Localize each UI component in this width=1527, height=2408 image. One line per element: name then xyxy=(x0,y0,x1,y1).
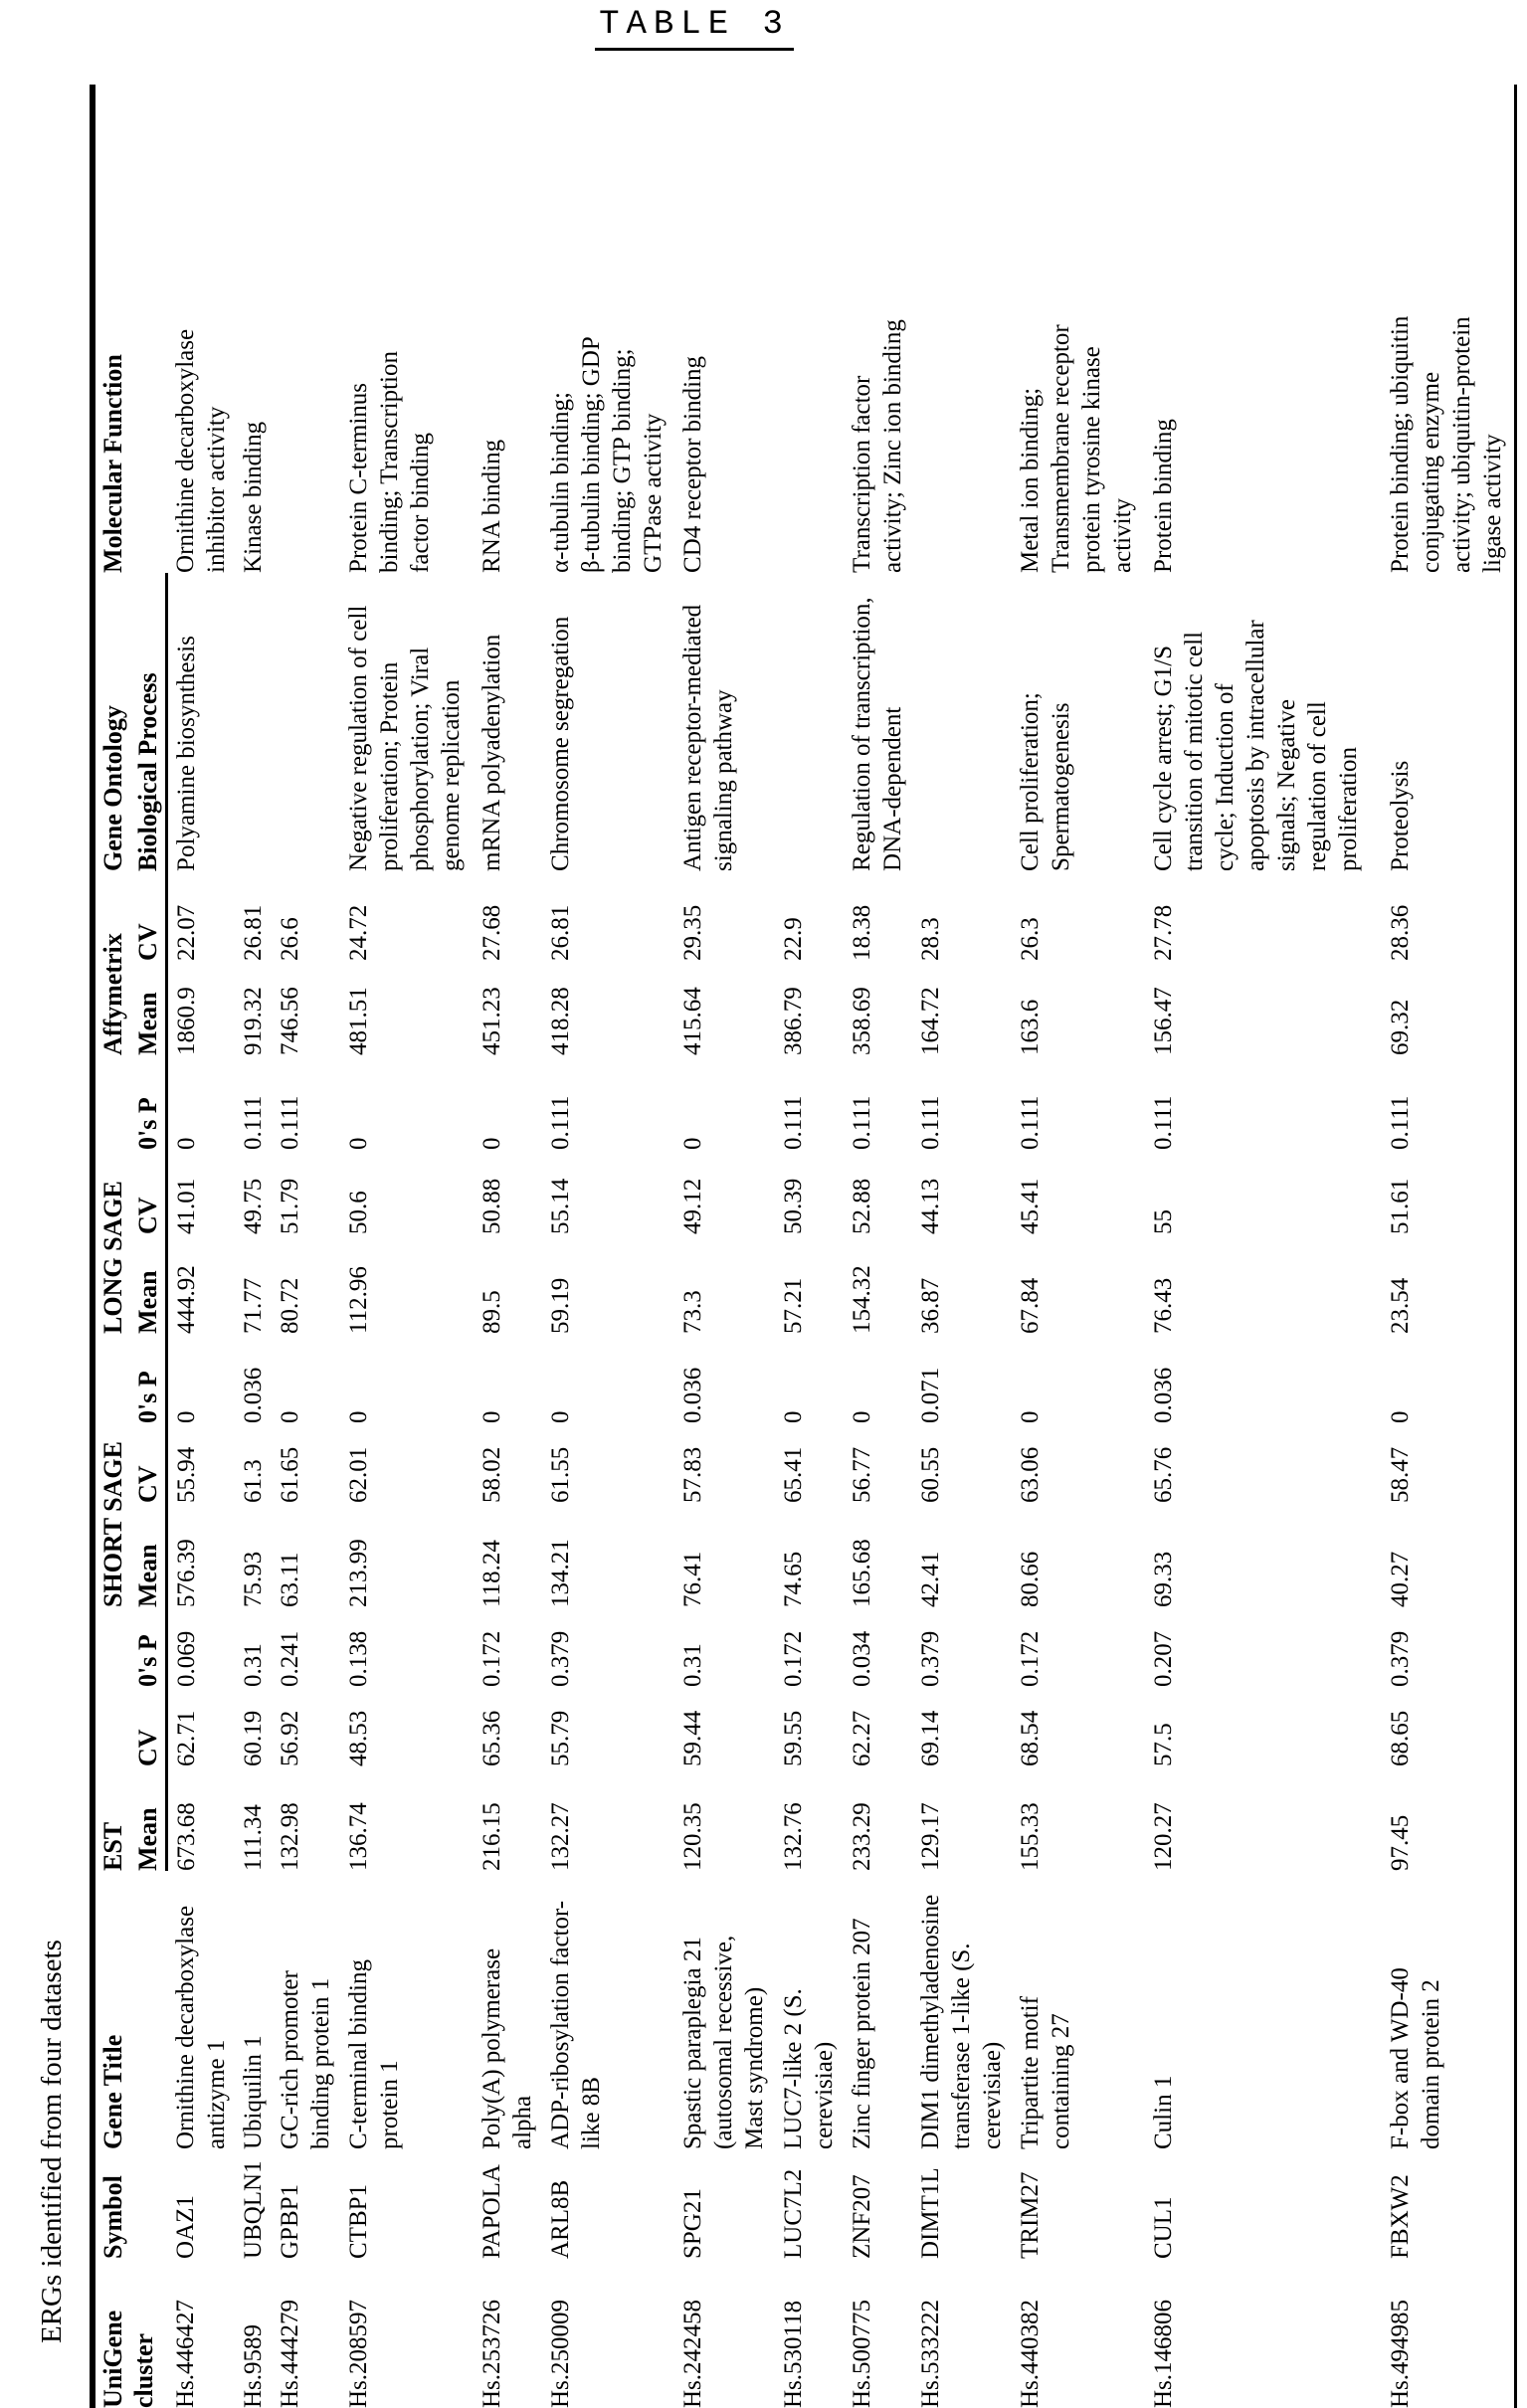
cell-est-mean: 136.74 xyxy=(345,1802,373,1871)
cell-biological-process: Chromosome segregation xyxy=(546,616,574,871)
cell-long-sage-0sp: 0.111 xyxy=(848,1095,875,1150)
cell-molecular-function: RNA binding xyxy=(477,439,505,573)
cell-unigene: Hs.533222 xyxy=(916,2299,944,2408)
cell-affymetrix-mean: 156.47 xyxy=(1149,987,1177,1055)
cell-short-sage-0sp: 0 xyxy=(546,1410,574,1423)
cell-long-sage-0sp: 0 xyxy=(173,1137,200,1150)
cell-symbol: LUC7L2 xyxy=(779,2168,807,2259)
table-row xyxy=(1012,85,1145,2408)
cell-short-sage-cv: 60.55 xyxy=(916,1446,944,1503)
table-title: TABLE 3 xyxy=(595,6,794,51)
table-row xyxy=(340,85,474,2408)
cell-est-cv: 60.19 xyxy=(240,1710,268,1766)
cell-affymetrix-cv: 29.35 xyxy=(679,904,707,961)
cell-est-mean: 132.27 xyxy=(546,1802,574,1871)
cell-short-sage-mean: 42.41 xyxy=(916,1551,944,1607)
cell-est-0sp: 0.034 xyxy=(848,1630,875,1687)
cell-short-sage-cv: 61.3 xyxy=(240,1459,268,1503)
cell-affymetrix-mean: 418.28 xyxy=(546,987,574,1055)
cell-unigene: Hs.250009 xyxy=(546,2299,574,2408)
cell-short-sage-mean: 75.93 xyxy=(240,1551,268,1607)
cell-affymetrix-cv: 26.6 xyxy=(277,917,304,961)
cell-unigene: Hs.146806 xyxy=(1149,2299,1177,2408)
cell-short-sage-cv: 63.06 xyxy=(1017,1446,1045,1503)
cell-long-sage-0sp: 0 xyxy=(477,1137,505,1150)
cell-long-sage-cv: 51.79 xyxy=(277,1178,304,1234)
table-row xyxy=(674,85,775,2408)
cell-symbol: GPBP1 xyxy=(277,2183,304,2259)
cell-unigene: Hs.440382 xyxy=(1017,2299,1045,2408)
cell-affymetrix-cv: 26.3 xyxy=(1017,917,1045,961)
cell-molecular-function xyxy=(775,85,844,573)
col-group-gene-ontology: Gene Ontology xyxy=(98,705,127,871)
cell-long-sage-cv: 45.41 xyxy=(1017,1178,1045,1234)
cell-long-sage-cv: 50.39 xyxy=(779,1178,807,1234)
cell-est-0sp: 0.172 xyxy=(477,1630,505,1687)
cell-long-sage-0sp: 0 xyxy=(345,1137,373,1150)
cell-long-sage-mean: 80.72 xyxy=(277,1277,304,1334)
col-header-est-cv: CV xyxy=(130,1687,167,1766)
cell-long-sage-mean: 23.54 xyxy=(1387,1277,1415,1334)
cell-short-sage-cv: 61.55 xyxy=(546,1446,574,1503)
col-header-est-0sp: 0's P xyxy=(130,1607,167,1687)
col-header-gene-title: Gene Title xyxy=(98,2034,127,2149)
cell-long-sage-mean: 112.96 xyxy=(345,1266,373,1334)
cell-gene-title: F-box and WD-40 domain protein 2 xyxy=(1387,1967,1445,2149)
cell-long-sage-cv: 49.75 xyxy=(240,1178,268,1234)
cell-long-sage-0sp: 0.111 xyxy=(1387,1095,1415,1150)
col-group-long-sage: LONG SAGE xyxy=(98,1181,127,1334)
cell-affymetrix-cv: 22.07 xyxy=(173,904,200,961)
cell-est-mean: 216.15 xyxy=(477,1802,505,1871)
cell-molecular-function: Protein binding xyxy=(1149,419,1177,573)
cell-est-cv: 62.71 xyxy=(173,1710,200,1766)
cell-affymetrix-mean: 358.69 xyxy=(848,987,875,1055)
cell-molecular-function xyxy=(272,85,340,573)
cell-affymetrix-cv: 28.36 xyxy=(1387,904,1415,961)
cell-long-sage-cv: 50.88 xyxy=(477,1178,505,1234)
table-row xyxy=(235,85,272,2408)
cell-biological-process: Polyamine biosynthesis xyxy=(173,636,200,871)
col-header-molecular-function: Molecular Function xyxy=(98,354,127,573)
cell-affymetrix-cv: 28.3 xyxy=(916,917,944,961)
cell-gene-title: Ornithine decarboxylase antizyme 1 xyxy=(171,1905,230,2149)
cell-est-0sp: 0.379 xyxy=(546,1630,574,1687)
cell-unigene: Hs.208597 xyxy=(345,2299,373,2408)
cell-biological-process xyxy=(272,573,340,871)
cell-affymetrix-cv: 27.78 xyxy=(1149,904,1177,961)
col-group-affymetrix: Affymetrix xyxy=(98,933,127,1055)
cell-short-sage-0sp: 0 xyxy=(848,1410,875,1423)
cell-long-sage-0sp: 0.111 xyxy=(546,1095,574,1150)
table-row xyxy=(912,85,1013,2408)
cell-est-mean: 132.76 xyxy=(779,1802,807,1871)
cell-long-sage-mean: 57.21 xyxy=(779,1277,807,1334)
table-row xyxy=(1145,85,1382,2408)
cell-short-sage-mean: 76.41 xyxy=(679,1551,707,1607)
cell-est-0sp: 0.172 xyxy=(779,1630,807,1687)
cell-short-sage-0sp: 0 xyxy=(277,1410,304,1423)
cell-short-sage-cv: 61.65 xyxy=(277,1446,304,1503)
cell-short-sage-cv: 62.01 xyxy=(345,1446,373,1503)
cell-est-cv: 59.55 xyxy=(779,1710,807,1766)
cell-est-cv: 65.36 xyxy=(477,1710,505,1766)
cell-long-sage-mean: 59.19 xyxy=(546,1277,574,1334)
header-group-row xyxy=(93,85,130,2408)
cell-short-sage-mean: 80.66 xyxy=(1017,1551,1045,1607)
cell-est-mean: 233.29 xyxy=(848,1802,875,1871)
cell-long-sage-cv: 52.88 xyxy=(848,1178,875,1234)
cell-short-sage-mean: 74.65 xyxy=(779,1551,807,1607)
cell-unigene: Hs.446427 xyxy=(171,2299,199,2408)
cell-affymetrix-mean: 69.32 xyxy=(1387,999,1415,1055)
cell-short-sage-0sp: 0.036 xyxy=(1149,1367,1177,1423)
cell-affymetrix-mean: 415.64 xyxy=(679,987,707,1055)
cell-unigene: Hs.253726 xyxy=(477,2299,505,2408)
table-body xyxy=(167,85,1516,2408)
col-group-short-sage: SHORT SAGE xyxy=(98,1441,127,1607)
cell-est-0sp: 0.379 xyxy=(1387,1630,1415,1687)
cell-long-sage-mean: 444.92 xyxy=(173,1265,200,1334)
cell-est-0sp: 0.31 xyxy=(679,1643,707,1687)
cell-est-cv: 68.54 xyxy=(1017,1710,1045,1766)
cell-short-sage-0sp: 0.036 xyxy=(240,1367,268,1423)
cell-long-sage-mean: 67.84 xyxy=(1017,1277,1045,1334)
cell-biological-process: Antigen receptor-mediated signaling pathway xyxy=(679,604,738,871)
cell-est-0sp: 0.31 xyxy=(240,1643,268,1687)
cell-long-sage-cv: 41.01 xyxy=(173,1178,200,1234)
cell-long-sage-cv: 49.12 xyxy=(679,1178,707,1234)
cell-symbol: FBXW2 xyxy=(1387,2174,1415,2259)
cell-long-sage-cv: 51.61 xyxy=(1387,1178,1415,1234)
cell-gene-title: Culin 1 xyxy=(1149,2075,1177,2149)
cell-short-sage-cv: 65.76 xyxy=(1149,1446,1177,1503)
cell-long-sage-cv: 44.13 xyxy=(916,1178,944,1234)
cell-long-sage-mean: 89.5 xyxy=(477,1290,505,1334)
cell-biological-process: Proteolysis xyxy=(1387,760,1415,871)
cell-affymetrix-cv: 26.81 xyxy=(546,904,574,961)
cell-biological-process xyxy=(235,573,272,871)
cell-est-0sp: 0.138 xyxy=(345,1630,373,1687)
cell-affymetrix-cv: 24.72 xyxy=(345,904,373,961)
cell-est-0sp: 0.069 xyxy=(173,1630,200,1687)
cell-short-sage-mean: 213.99 xyxy=(345,1539,373,1607)
erg-table xyxy=(90,85,1517,2408)
table-row xyxy=(272,85,340,2408)
cell-biological-process xyxy=(912,573,1013,871)
col-header-short-sage-mean: Mean xyxy=(130,1503,167,1607)
cell-symbol: UBQLN1 xyxy=(240,2160,268,2259)
cell-unigene: Hs.494985 xyxy=(1387,2299,1415,2408)
cell-est-mean: 673.68 xyxy=(173,1802,200,1871)
cell-affymetrix-mean: 164.72 xyxy=(916,987,944,1055)
cell-est-cv: 62.27 xyxy=(848,1710,875,1766)
cell-short-sage-0sp: 0 xyxy=(477,1410,505,1423)
cell-long-sage-cv: 55.14 xyxy=(546,1178,574,1234)
cell-symbol: PAPOLA xyxy=(477,2164,505,2259)
cell-short-sage-cv: 57.83 xyxy=(679,1446,707,1503)
cell-unigene: Hs.530118 xyxy=(779,2300,807,2408)
cell-long-sage-0sp: 0.111 xyxy=(1149,1095,1177,1150)
cell-short-sage-mean: 134.21 xyxy=(546,1539,574,1607)
cell-short-sage-0sp: 0 xyxy=(173,1410,200,1423)
cell-molecular-function xyxy=(912,85,1013,573)
cell-gene-title: Spastic paraplegia 21 (autosomal recessive, Mast syndrome) xyxy=(679,1935,769,2149)
cell-affymetrix-mean: 451.23 xyxy=(477,987,505,1055)
cell-est-mean: 120.27 xyxy=(1149,1802,1177,1871)
cell-affymetrix-mean: 1860.9 xyxy=(173,987,200,1055)
table-caption: ERGs identified from four datasets xyxy=(36,1940,68,2343)
cell-molecular-function: Protein binding; ubiquitin conjugating enzyme activity; ubiquitin-protein ligase activity xyxy=(1387,315,1507,573)
cell-long-sage-0sp: 0.111 xyxy=(779,1095,807,1150)
cell-short-sage-0sp: 0 xyxy=(1017,1410,1045,1423)
table-row xyxy=(474,85,542,2408)
col-header-long-sage-cv: CV xyxy=(130,1150,167,1234)
cell-affymetrix-mean: 746.56 xyxy=(277,987,304,1055)
cell-symbol: ZNF207 xyxy=(848,2174,875,2259)
cell-est-cv: 68.65 xyxy=(1387,1710,1415,1766)
cell-est-mean: 120.35 xyxy=(679,1802,707,1871)
cell-long-sage-0sp: 0 xyxy=(679,1137,707,1150)
cell-gene-title: GC-rich promoter binding protein 1 xyxy=(277,1970,335,2149)
cell-est-0sp: 0.241 xyxy=(277,1630,304,1687)
table-row xyxy=(167,85,236,2408)
cell-long-sage-mean: 154.32 xyxy=(848,1265,875,1334)
cell-long-sage-mean: 73.3 xyxy=(679,1290,707,1334)
cell-est-0sp: 0.379 xyxy=(916,1630,944,1687)
cell-gene-title: C-terminal binding protein 1 xyxy=(345,1959,404,2149)
cell-short-sage-0sp: 0 xyxy=(1387,1410,1415,1423)
cell-unigene: Hs.9589 xyxy=(240,2323,268,2408)
cell-long-sage-mean: 71.77 xyxy=(240,1277,268,1334)
cell-symbol: CUL1 xyxy=(1149,2196,1177,2259)
col-header-short-sage-cv: CV xyxy=(130,1423,167,1503)
rotated-table-container xyxy=(90,85,1517,2408)
cell-est-cv: 57.5 xyxy=(1149,1723,1177,1766)
cell-short-sage-0sp: 0 xyxy=(779,1410,807,1423)
col-group-est: EST xyxy=(98,1821,127,1871)
cell-molecular-function: Metal ion binding; Transmembrane receptor protein tyrosine kinase activity xyxy=(1017,324,1137,573)
cell-est-cv: 69.14 xyxy=(916,1710,944,1766)
cell-affymetrix-mean: 919.32 xyxy=(240,987,268,1055)
cell-biological-process: mRNA polyadenylation xyxy=(477,634,505,871)
col-header-long-sage-mean: Mean xyxy=(130,1234,167,1334)
cell-molecular-function: α-tubulin binding; β-tubulin binding; GDP binding; GTP binding; GTPase activity xyxy=(546,336,667,573)
cell-affymetrix-cv: 26.81 xyxy=(240,904,268,961)
cell-molecular-function: CD4 receptor binding xyxy=(679,355,707,573)
cell-long-sage-0sp: 0.111 xyxy=(1017,1095,1045,1150)
cell-est-cv: 56.92 xyxy=(277,1710,304,1766)
cell-unigene: Hs.500775 xyxy=(848,2299,875,2408)
cell-short-sage-cv: 56.77 xyxy=(848,1446,875,1503)
cell-short-sage-mean: 118.24 xyxy=(477,1540,505,1607)
cell-gene-title: Ubiquilin 1 xyxy=(240,2035,268,2149)
cell-est-mean: 132.98 xyxy=(277,1802,304,1871)
cell-affymetrix-cv: 18.38 xyxy=(848,904,875,961)
cell-symbol: ARL8B xyxy=(546,2179,574,2259)
cell-short-sage-mean: 576.39 xyxy=(173,1539,200,1607)
cell-est-mean: 129.17 xyxy=(916,1802,944,1871)
cell-biological-process: Cell proliferation; Spermatogenesis xyxy=(1017,692,1075,871)
cell-molecular-function: Kinase binding xyxy=(240,421,268,573)
cell-short-sage-cv: 55.94 xyxy=(173,1446,200,1503)
cell-unigene: Hs.242458 xyxy=(679,2299,707,2408)
cell-long-sage-0sp: 0.111 xyxy=(916,1095,944,1150)
table-row xyxy=(844,85,912,2408)
cell-est-cv: 48.53 xyxy=(345,1710,373,1766)
cell-symbol: OAZ1 xyxy=(171,2195,199,2259)
cell-symbol: TRIM27 xyxy=(1017,2171,1045,2259)
cell-unigene: Hs.444279 xyxy=(277,2299,304,2408)
cell-biological-process: Regulation of transcription, DNA-dependent xyxy=(848,597,906,871)
cell-short-sage-cv: 58.47 xyxy=(1387,1446,1415,1503)
cell-symbol: CTBP1 xyxy=(345,2183,373,2259)
cell-gene-title: LUC7-like 2 (S. cerevisiae) xyxy=(779,1988,838,2149)
cell-est-mean: 155.33 xyxy=(1017,1802,1045,1871)
cell-affymetrix-mean: 481.51 xyxy=(345,987,373,1055)
cell-est-cv: 59.44 xyxy=(679,1710,707,1766)
cell-gene-title: Zinc finger protein 207 xyxy=(848,1918,875,2149)
cell-short-sage-mean: 69.33 xyxy=(1149,1551,1177,1607)
col-header-short-sage-0sp: 0's P xyxy=(130,1334,167,1423)
cell-long-sage-mean: 76.43 xyxy=(1149,1277,1177,1334)
cell-short-sage-mean: 40.27 xyxy=(1387,1551,1415,1607)
table-row xyxy=(542,85,675,2408)
cell-affymetrix-cv: 22.9 xyxy=(779,917,807,961)
cell-biological-process: Cell cycle arrest; G1/S transition of mitotic cell cycle; Induction of apoptosis by intracellular signals; Negative regulation of cell proliferation xyxy=(1149,620,1362,871)
cell-gene-title: DIM1 dimethyladenosine transferase 1-like (S. cerevisiae) xyxy=(916,1894,1006,2149)
cell-gene-title: Tripartite motif containing 27 xyxy=(1017,1996,1075,2149)
cell-molecular-function: Protein C-terminus binding; Transcription factor binding xyxy=(345,351,435,573)
cell-long-sage-0sp: 0.111 xyxy=(240,1095,268,1150)
cell-short-sage-mean: 63.11 xyxy=(277,1552,304,1607)
col-header-long-sage-0sp: 0's P xyxy=(130,1055,167,1150)
table-header xyxy=(93,85,167,2408)
cell-short-sage-0sp: 0.036 xyxy=(679,1367,707,1423)
col-header-affymetrix-cv: CV xyxy=(130,871,167,961)
cell-est-mean: 97.45 xyxy=(1387,1814,1415,1871)
cell-long-sage-cv: 55 xyxy=(1149,1208,1177,1234)
cell-est-0sp: 0.172 xyxy=(1017,1630,1045,1687)
col-header-est-mean: Mean xyxy=(130,1766,167,1871)
cell-molecular-function: Ornithine decarboxylase inhibitor activity xyxy=(171,328,230,573)
cell-molecular-function: Transcription factor activity; Zinc ion binding xyxy=(848,319,906,573)
cell-symbol: SPG21 xyxy=(679,2188,707,2259)
cell-short-sage-cv: 58.02 xyxy=(477,1446,505,1503)
cell-long-sage-0sp: 0.111 xyxy=(277,1095,304,1150)
cell-gene-title: Poly(A) polymerase alpha xyxy=(477,1947,536,2149)
cell-short-sage-0sp: 0 xyxy=(345,1410,373,1423)
col-header-affymetrix-mean: Mean xyxy=(130,961,167,1055)
table-row xyxy=(1382,85,1515,2408)
cell-short-sage-cv: 65.41 xyxy=(779,1446,807,1503)
cell-biological-process xyxy=(775,573,844,871)
col-header-unigene-cluster: UniGene cluster xyxy=(98,2310,158,2408)
cell-affymetrix-cv: 27.68 xyxy=(477,904,505,961)
cell-est-0sp: 0.207 xyxy=(1149,1630,1177,1687)
table-row xyxy=(775,85,844,2408)
cell-long-sage-cv: 50.6 xyxy=(345,1191,373,1234)
cell-biological-process: Negative regulation of cell proliferation; Protein phosphorylation; Viral genome replication xyxy=(345,605,466,871)
table-title-wrap xyxy=(0,6,1389,51)
cell-short-sage-mean: 165.68 xyxy=(848,1539,875,1607)
cell-est-mean: 111.34 xyxy=(240,1804,268,1871)
col-header-symbol: Symbol xyxy=(98,2175,127,2259)
col-header-biological-process: Biological Process xyxy=(130,573,167,871)
cell-est-cv: 55.79 xyxy=(546,1710,574,1766)
cell-symbol: DIMT1L xyxy=(916,2167,944,2259)
cell-affymetrix-mean: 386.79 xyxy=(779,987,807,1055)
cell-long-sage-mean: 36.87 xyxy=(916,1277,944,1334)
cell-short-sage-0sp: 0.071 xyxy=(916,1367,944,1423)
cell-affymetrix-mean: 163.6 xyxy=(1017,999,1045,1055)
cell-gene-title: ADP-ribosylation factor- like 8B xyxy=(546,1900,605,2149)
